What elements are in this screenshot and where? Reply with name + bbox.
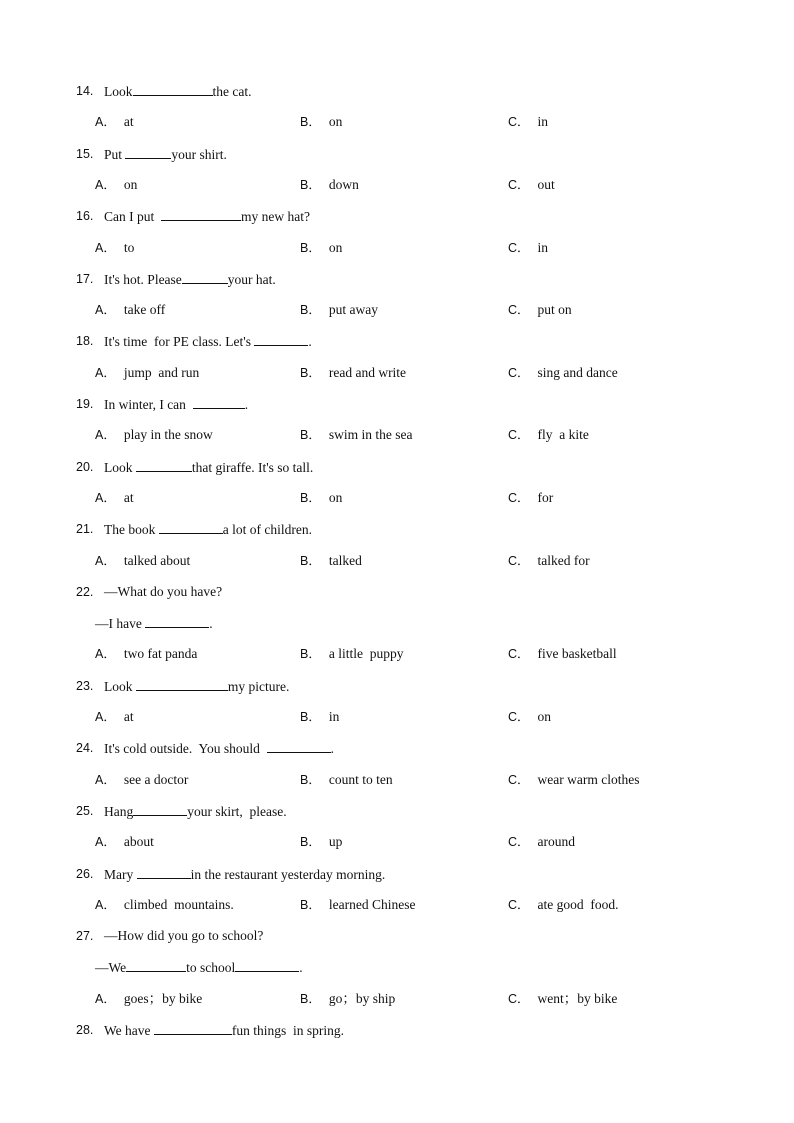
option-letter: A． <box>95 428 116 443</box>
stem-text: your shirt. <box>171 146 227 162</box>
stem-text: —We <box>95 960 127 976</box>
question-number: 27. <box>76 929 94 944</box>
option-letter: C． <box>508 897 530 912</box>
option-text: a little puppy <box>328 646 404 662</box>
options-row <box>0 551 794 571</box>
option-c <box>508 832 575 852</box>
stem-text: in the restaurant yesterday morning. <box>190 866 386 882</box>
option-text: on <box>537 709 552 724</box>
question-20 <box>0 457 794 477</box>
stem-text: Can I put <box>104 209 161 225</box>
question-stem <box>104 269 276 290</box>
options-row <box>0 644 794 664</box>
stem-text: Look <box>104 678 136 694</box>
stem-text: . <box>308 334 312 350</box>
option-c <box>508 363 618 383</box>
question-stem <box>104 738 334 759</box>
option-text: jump and run <box>123 364 200 380</box>
question-21 <box>0 519 794 539</box>
option-letter: C． <box>508 710 530 724</box>
option-letter: C． <box>508 303 530 318</box>
dialog-line <box>0 957 794 977</box>
option-b <box>300 363 406 383</box>
option-letter: C． <box>508 772 530 787</box>
option-text: at <box>123 489 134 505</box>
stem-text: my picture. <box>227 678 290 694</box>
options-row <box>0 425 794 445</box>
stem-text: —How did you go to school? <box>104 928 264 944</box>
option-text: swim in the sea <box>328 427 413 443</box>
option-text: on <box>123 176 138 192</box>
option-letter: B． <box>300 553 321 568</box>
question-stem <box>104 394 248 415</box>
option-c <box>508 770 640 790</box>
option-b <box>300 300 378 320</box>
option-b <box>300 425 412 445</box>
question-24 <box>0 738 794 758</box>
option-letter: C． <box>508 240 530 255</box>
question-23 <box>0 676 794 696</box>
option-letter: A． <box>95 240 116 255</box>
option-c <box>508 175 555 195</box>
option-letter: C． <box>508 490 530 505</box>
stem-text: a lot of children. <box>222 522 312 538</box>
answer-blank <box>126 957 186 972</box>
option-a <box>95 644 197 664</box>
option-text: take off <box>123 302 166 318</box>
option-text: down <box>328 176 359 192</box>
stem-text: . <box>209 616 213 632</box>
question-stem <box>104 1020 344 1041</box>
options-row <box>0 989 794 1009</box>
option-letter: A． <box>95 835 116 850</box>
option-text: in <box>537 114 549 130</box>
stem-text: . <box>244 397 249 412</box>
answer-blank <box>125 144 171 159</box>
option-c <box>508 551 590 571</box>
option-c <box>508 238 548 258</box>
question-16 <box>0 206 794 226</box>
option-c <box>508 644 617 664</box>
question-stem <box>104 801 287 822</box>
option-text: in <box>537 239 549 255</box>
options-row <box>0 832 794 852</box>
option-b <box>300 770 393 790</box>
option-c <box>508 425 589 445</box>
answer-blank <box>145 613 209 628</box>
option-text: for <box>537 489 554 505</box>
option-text: talked about <box>123 552 191 568</box>
stem-text: It's cold outside. You should <box>104 741 267 757</box>
stem-text: Hang <box>104 803 134 819</box>
option-a <box>95 707 134 727</box>
question-number: 25. <box>76 803 94 818</box>
option-b <box>300 832 342 852</box>
question-stem <box>104 457 313 478</box>
option-letter: B． <box>300 647 321 662</box>
option-text: count to ten <box>328 771 393 787</box>
option-text: up <box>328 834 343 850</box>
stem-text: —What do you have? <box>104 583 223 599</box>
option-letter: A． <box>95 991 116 1006</box>
option-text: wear warm clothes <box>537 771 640 787</box>
option-c <box>508 300 572 320</box>
option-letter: A． <box>95 772 116 787</box>
option-text: go；by ship <box>328 990 396 1006</box>
answer-blank <box>182 269 228 284</box>
option-text: sing and dance <box>537 364 618 380</box>
answer-blank <box>137 864 191 879</box>
answer-blank <box>159 519 223 534</box>
option-letter: B． <box>300 240 321 255</box>
options-row <box>0 112 794 132</box>
question-number: 21. <box>76 522 94 537</box>
option-text: ate good food. <box>537 896 619 912</box>
option-letter: A． <box>95 177 116 192</box>
question-stem <box>104 81 251 102</box>
question-number: 26. <box>76 866 94 881</box>
question-15 <box>0 144 794 164</box>
option-letter: B． <box>300 177 321 192</box>
question-number: 24. <box>76 741 94 756</box>
question-number: 16. <box>76 209 94 224</box>
option-text: five basketball <box>537 646 617 662</box>
option-text: on <box>328 114 343 130</box>
stem-text: your skirt, please. <box>187 803 287 819</box>
option-text: read and write <box>328 364 407 380</box>
option-a <box>95 300 165 320</box>
stem-text: The book <box>104 522 159 538</box>
dialog-response <box>95 957 303 978</box>
option-letter: B． <box>300 115 321 130</box>
option-c <box>508 707 551 727</box>
option-b <box>300 238 342 258</box>
question-number: 17. <box>76 271 94 286</box>
stem-text: Look <box>104 459 136 475</box>
option-text: out <box>537 176 555 192</box>
dialog-line <box>0 613 794 633</box>
question-17 <box>0 269 794 289</box>
option-letter: B． <box>300 303 321 318</box>
option-letter: B． <box>300 772 321 787</box>
option-letter: C． <box>508 553 530 568</box>
question-number: 28. <box>76 1023 94 1037</box>
option-letter: C． <box>508 365 530 380</box>
option-a <box>95 770 188 790</box>
question-number: 20. <box>76 459 94 474</box>
options-row <box>0 707 794 727</box>
option-letter: B． <box>300 428 321 443</box>
option-letter: C． <box>508 428 530 443</box>
answer-blank <box>193 394 245 409</box>
option-a <box>95 238 134 258</box>
answer-blank <box>235 957 299 972</box>
option-b <box>300 707 339 727</box>
option-a <box>95 112 134 132</box>
option-c <box>508 989 617 1009</box>
option-a <box>95 363 199 383</box>
question-25 <box>0 801 794 821</box>
question-number: 23. <box>76 678 94 693</box>
option-c <box>508 895 619 915</box>
stem-text: your hat. <box>227 271 276 287</box>
question-number: 18. <box>76 334 94 349</box>
stem-text: to school <box>186 960 236 976</box>
stem-text: . <box>299 960 303 976</box>
question-14 <box>0 81 794 101</box>
answer-blank <box>133 81 213 96</box>
option-a <box>95 488 134 508</box>
option-text: around <box>537 834 576 850</box>
option-letter: A． <box>95 553 116 568</box>
options-row <box>0 770 794 790</box>
option-text: goes；by bike <box>123 990 203 1006</box>
answer-blank <box>267 738 331 753</box>
options-row <box>0 175 794 195</box>
option-letter: B． <box>300 490 321 505</box>
dialog-response <box>95 613 213 634</box>
option-text: learned Chinese <box>328 896 416 912</box>
option-letter: A． <box>95 647 116 662</box>
option-text: went；by bike <box>537 990 618 1006</box>
option-letter: C． <box>508 991 530 1006</box>
option-text: at <box>123 709 134 724</box>
option-letter: B． <box>300 897 321 912</box>
option-a <box>95 551 190 571</box>
question-stem <box>104 206 310 227</box>
answer-blank <box>136 676 228 691</box>
options-row <box>0 363 794 383</box>
stem-text: fun things in spring. <box>231 1023 345 1038</box>
stem-text: It's hot. Please <box>104 271 182 287</box>
option-letter: B． <box>300 710 321 724</box>
option-text: two fat panda <box>123 646 198 662</box>
option-b <box>300 989 395 1009</box>
option-b <box>300 895 415 915</box>
option-text: put away <box>328 302 378 318</box>
option-text: talked for <box>537 552 590 568</box>
option-letter: A． <box>95 897 116 912</box>
question-number: 19. <box>76 397 94 411</box>
option-c <box>508 112 548 132</box>
option-text: see a doctor <box>123 771 189 787</box>
stem-text: the cat. <box>212 84 252 99</box>
question-22 <box>0 582 794 602</box>
stem-text: In winter, I can <box>104 397 193 412</box>
question-stem <box>104 144 227 165</box>
option-a <box>95 832 154 852</box>
option-c <box>508 488 553 508</box>
option-b <box>300 644 403 664</box>
option-letter: C． <box>508 835 530 850</box>
option-text: on <box>328 239 343 255</box>
stem-text: —I have <box>95 616 146 632</box>
option-a <box>95 895 234 915</box>
options-row <box>0 895 794 915</box>
stem-text: Look <box>104 84 133 99</box>
option-text: play in the snow <box>123 427 213 443</box>
option-text: put on <box>537 302 572 318</box>
question-stem <box>104 926 263 946</box>
stem-text: my new hat? <box>241 209 310 225</box>
question-stem <box>104 676 289 697</box>
question-number: 22. <box>76 584 94 599</box>
stem-text: Mary <box>104 866 137 882</box>
option-b <box>300 175 359 195</box>
question-18 <box>0 331 794 351</box>
option-letter: B． <box>300 365 321 380</box>
option-letter: C． <box>508 177 530 192</box>
option-text: fly a kite <box>537 427 589 443</box>
options-row <box>0 488 794 508</box>
answer-blank <box>133 801 187 816</box>
option-letter: A． <box>95 365 116 380</box>
question-number: 15. <box>76 146 94 161</box>
stem-text: Put <box>104 146 126 162</box>
option-letter: C． <box>508 115 530 130</box>
option-letter: A． <box>95 710 116 724</box>
stem-text: that giraffe. It's so tall. <box>191 459 314 475</box>
option-letter: A． <box>95 303 116 318</box>
question-26 <box>0 864 794 884</box>
option-text: on <box>328 489 343 505</box>
stem-text: It's time for PE class. Let's <box>104 334 255 350</box>
question-19 <box>0 394 794 414</box>
answer-blank <box>254 331 308 346</box>
option-b <box>300 488 342 508</box>
option-a <box>95 175 137 195</box>
question-number: 14. <box>76 84 94 98</box>
option-text: in <box>328 709 340 724</box>
question-stem <box>104 331 312 352</box>
option-letter: B． <box>300 835 321 850</box>
question-28 <box>0 1020 794 1040</box>
question-stem <box>104 519 312 540</box>
option-text: talked <box>328 552 362 568</box>
option-letter: A． <box>95 490 116 505</box>
options-row <box>0 238 794 258</box>
option-letter: B． <box>300 991 321 1006</box>
option-text: to <box>123 239 135 255</box>
option-letter: A． <box>95 115 116 130</box>
stem-text: . <box>330 741 334 757</box>
stem-text: We have <box>104 1023 154 1038</box>
option-letter: C． <box>508 647 530 662</box>
option-text: climbed mountains. <box>123 896 234 912</box>
option-b <box>300 112 342 132</box>
option-text: about <box>123 834 154 850</box>
option-b <box>300 551 362 571</box>
question-27 <box>0 926 794 946</box>
question-stem <box>104 864 385 885</box>
answer-blank <box>136 457 192 472</box>
options-row <box>0 300 794 320</box>
option-a <box>95 989 202 1009</box>
answer-blank <box>161 206 241 221</box>
answer-blank <box>154 1020 232 1035</box>
option-text: at <box>123 114 134 130</box>
option-a <box>95 425 213 445</box>
question-stem <box>104 582 222 602</box>
